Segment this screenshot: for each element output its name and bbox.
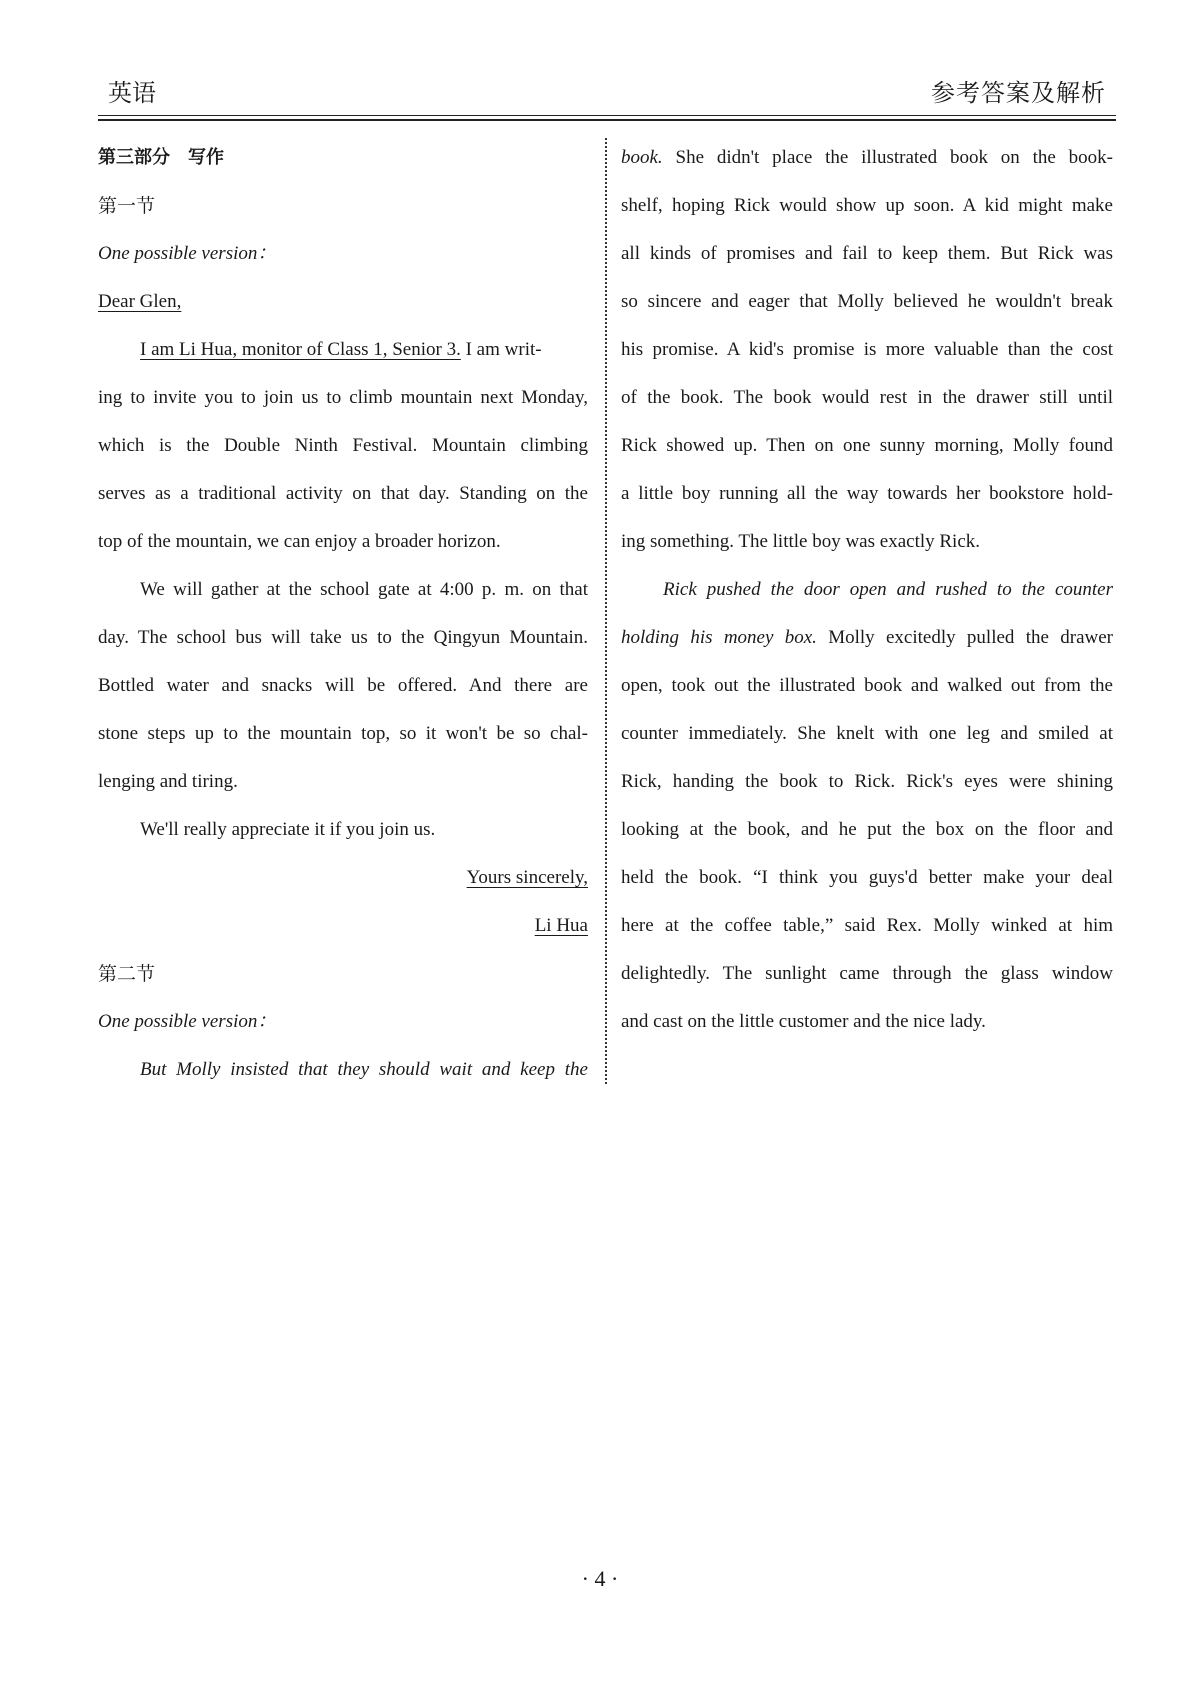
letter-p2-line3: Bottled water and snacks will be offered. And there are	[98, 675, 588, 696]
version-label-1: One possible version：	[98, 243, 277, 264]
story-right-line7: Rick showed up. Then on one sunny morning, Molly found	[621, 435, 1113, 456]
story-right-line9: ing something. The little boy was exactly Rick.	[621, 531, 981, 552]
letter-p1-line1	[98, 326, 588, 374]
signature-text: Li Hua	[534, 915, 588, 936]
story-p2-line4: counter immediately. She knelt with one leg and smiled at	[621, 723, 1113, 744]
story-right-line2: shelf, hoping Rick would show up soon. A kid might make	[621, 195, 1113, 216]
story-right-line8: a little boy running all the way towards her bookstore hold-	[621, 483, 1113, 504]
closing-text: Yours sincerely,	[466, 867, 588, 888]
section-label: 参考答案及解析	[931, 81, 1106, 107]
header-rule-thin	[98, 115, 1116, 116]
letter-p1-line2: ing to invite you to join us to climb mountain next Monday,	[98, 387, 588, 408]
letter-p2-line1: We will gather at the school gate at 4:00 p. m. on that	[140, 579, 588, 600]
letter-p2-line5: lenging and tiring.	[98, 771, 238, 792]
page-number: · 4 ·	[581, 1566, 619, 1591]
story-p2-line1: Rick pushed the door open and rushed to the counter	[663, 579, 1113, 600]
left-column	[98, 134, 588, 1094]
intro-underlined: I am Li Hua, monitor of Class 1, Senior 3.	[140, 339, 461, 360]
story-right-line1-rest: She didn't place the illustrated book on the book-	[662, 147, 1113, 168]
section1-title: 第一节	[98, 195, 156, 217]
salutation-text: Dear Glen,	[98, 291, 182, 312]
header-rule-thick	[98, 119, 1116, 121]
story-p2-line10: and cast on the little customer and the nice lady.	[621, 1011, 986, 1032]
letter-p1-line3: which is the Double Ninth Festival. Mountain climbing	[98, 435, 588, 456]
story-right-line5: his promise. A kid's promise is more valuable than the cost	[621, 339, 1113, 360]
section2-title: 第二节	[98, 963, 156, 985]
letter-p1-line4: serves as a traditional activity on that day. Standing on the	[98, 483, 588, 504]
page-header	[98, 70, 1116, 114]
story-right-line4: so sincere and eager that Molly believed he wouldn't break	[621, 291, 1113, 312]
letter-p2-line2: day. The school bus will take us to the Qingyun Mountain.	[98, 627, 588, 648]
story-p2-line8: here at the coffee table,” said Rex. Molly winked at him	[621, 915, 1113, 936]
letter-signature	[98, 902, 588, 950]
version-label-2: One possible version：	[98, 1011, 277, 1032]
part-title: 第三部分 写作	[98, 147, 224, 168]
story-book-italic: book.	[621, 147, 663, 168]
letter-p1-line5: top of the mountain, we can enjoy a broader horizon.	[98, 531, 501, 552]
letter-p2-line4: stone steps up to the mountain top, so it won't be so chal-	[98, 723, 588, 744]
story-p2-line6: looking at the book, and he put the box on the floor and	[621, 819, 1113, 840]
subject-label: 英语	[108, 81, 156, 107]
story-p2-line7: held the book. “I think you guys'd better make your deal	[621, 867, 1113, 888]
story-right-line3: all kinds of promises and fail to keep them. But Rick was	[621, 243, 1113, 264]
story-p2-line3: open, took out the illustrated book and walked out from the	[621, 675, 1113, 696]
letter-closing	[98, 854, 588, 902]
letter-salutation	[98, 278, 588, 326]
story-p2-line2-rest: Molly excitedly pulled the drawer	[816, 627, 1113, 648]
letter-p3-line1: We'll really appreciate it if you join us.	[140, 819, 436, 840]
story-right-line1	[621, 134, 1113, 182]
story-p2-line5: Rick, handing the book to Rick. Rick's eyes were shining	[621, 771, 1113, 792]
story-p2-line2	[621, 614, 1113, 662]
story-line1: But Molly insisted that they should wait and keep the	[140, 1059, 588, 1080]
right-column	[621, 134, 1113, 1046]
story-p2-line9: delightedly. The sunlight came through the glass window	[621, 963, 1113, 984]
story-p2-italic: holding his money box.	[621, 627, 817, 648]
column-divider	[605, 138, 607, 1084]
intro-rest: I am writ-	[460, 339, 542, 360]
story-right-line6: of the book. The book would rest in the drawer still until	[621, 387, 1113, 408]
